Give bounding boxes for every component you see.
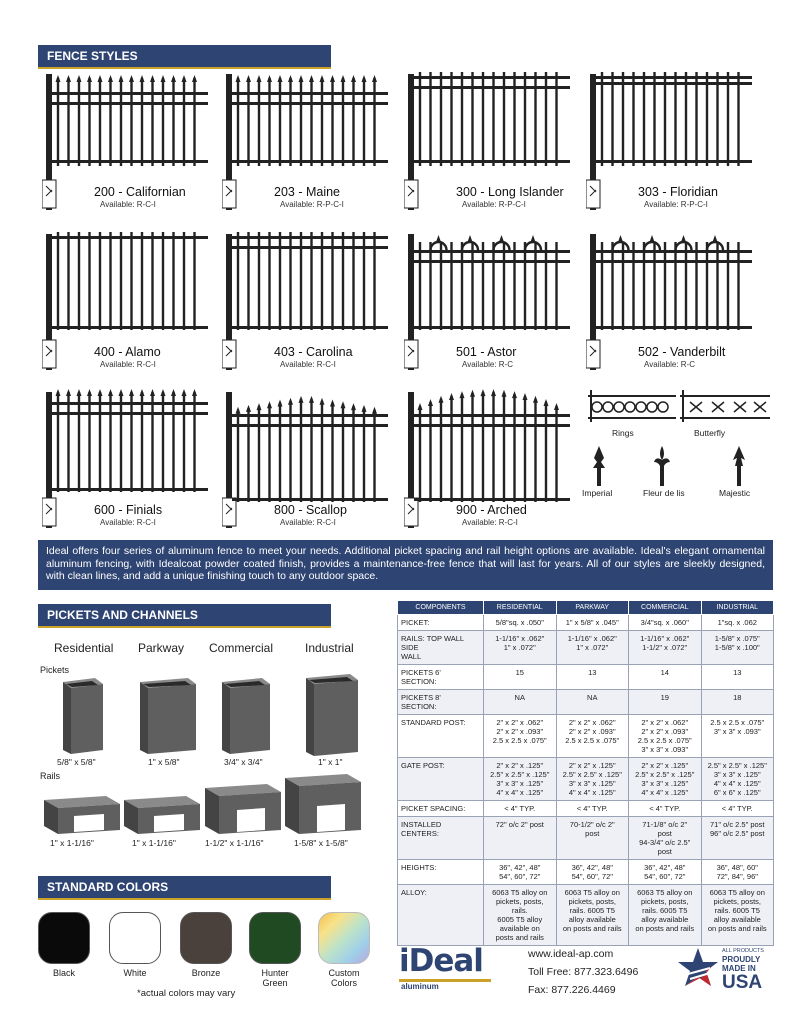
fax-number: Fax: 877.226.4469: [528, 984, 616, 996]
imperial-label: Imperial: [582, 488, 613, 498]
butterfly-label: Butterfly: [694, 428, 726, 438]
rail-residential: [44, 790, 120, 839]
rail-dim-commercial: 1-1/2" x 1-1/16": [205, 838, 264, 848]
majestic-finial-icon: [729, 446, 749, 491]
specs-cell: 6063 T5 alloy on pickets, posts, rails. 6005 T5 alloy available on posts and rails: [484, 885, 557, 946]
specs-row-label: PICKETS 6' SECTION:: [398, 665, 484, 690]
imperial-finial-icon: [589, 446, 609, 491]
specs-row-label: GATE POST:: [398, 758, 484, 801]
color-label-hunter-green: Hunter Green: [261, 968, 289, 988]
specs-header-parkway: PARKWAY: [556, 601, 629, 615]
specs-cell: 14: [629, 665, 702, 690]
standard-colors-header: STANDARD COLORS: [38, 876, 331, 900]
color-label-custom: Custom Colors: [328, 968, 360, 988]
specs-cell: 71" o/c 2.5" post 96" o/c 2.5" post: [701, 817, 774, 860]
rings-label: Rings: [612, 428, 634, 438]
usa-star-icon: [676, 946, 720, 992]
picket-dim-commercial: 3/4" x 3/4": [224, 757, 263, 767]
rail-dim-residential: 1" x 1-1/16": [50, 838, 94, 848]
specs-cell: NA: [556, 690, 629, 715]
type-industrial: Industrial: [305, 641, 354, 655]
specs-row-label: PICKET SPACING:: [398, 801, 484, 817]
specs-header-components: COMPONENTS: [398, 601, 484, 615]
rails-row-label: Rails: [40, 771, 61, 781]
specs-cell: 19: [629, 690, 702, 715]
specs-row: [398, 885, 774, 946]
color-label-bronze: Bronze: [191, 968, 221, 978]
rail-commercial: [205, 780, 281, 839]
pickets-row-label: Pickets: [40, 665, 70, 675]
fence-availability: Available: R-C-I: [280, 360, 336, 369]
specs-cell: 36", 42", 48" 54", 60", 72": [484, 860, 557, 885]
rail-dim-industrial: 1-5/8" x 1-5/8": [294, 838, 348, 848]
specs-cell: < 4" TYP.: [484, 801, 557, 817]
specs-row: [398, 690, 774, 715]
specs-row: [398, 860, 774, 885]
specs-row-label: RAILS: TOP WALL SIDE WALL: [398, 631, 484, 665]
fence-availability: Available: R-P-C-I: [280, 200, 344, 209]
specs-cell: 2" x 2" x .125" 2.5" x 2.5" x .125" 3" x 3" x .125" 4" x 4" x .125": [484, 758, 557, 801]
specs-cell: < 4" TYP.: [701, 801, 774, 817]
fence-style-name: 800 - Scallop: [274, 503, 347, 517]
fence-style-name: 200 - Californian: [94, 185, 186, 199]
picket-commercial: [222, 678, 270, 759]
specs-cell: < 4" TYP.: [556, 801, 629, 817]
fence-availability: Available: R-C: [462, 360, 513, 369]
fence-style-name: 403 - Carolina: [274, 345, 353, 359]
specs-cell: 3/4"sq. x .060": [629, 615, 702, 631]
specs-cell: 15: [484, 665, 557, 690]
colors-disclaimer: *actual colors may vary: [137, 988, 236, 999]
intro-paragraph: Ideal offers four series of aluminum fence to meet your needs. Additional picket spacing and rail height options are available. Ideal's elegant ornamental aluminum fencing, with Idealcoat powder coated finish, provides a maintenance-free fence that will last for years. All of our styles are sleekly designed, with clean lines, and add a unique finishing touch to any outdoor space.: [38, 540, 773, 590]
swatch-hunter-green: [249, 912, 301, 964]
fence-styles-header: FENCE STYLES: [38, 45, 331, 69]
specs-header-row: [398, 601, 774, 615]
toll-free-number: Toll Free: 877.323.6496: [528, 966, 639, 978]
fence-availability: Available: R-C-I: [100, 200, 156, 209]
specs-cell: 2.5 x 2.5 x .075" 3" x 3" x .093": [701, 715, 774, 758]
swatch-bronze: [180, 912, 232, 964]
specs-cell: 1-1/16" x .062" 1" x .072": [556, 631, 629, 665]
fence-style-name: 203 - Maine: [274, 185, 341, 199]
majestic-label: Majestic: [719, 488, 751, 498]
specs-cell: 36", 48", 60" 72", 84", 96": [701, 860, 774, 885]
picket-dim-parkway: 1" x 5/8": [148, 757, 180, 767]
color-label-white: White: [123, 968, 147, 978]
specs-row: [398, 715, 774, 758]
specs-cell: 6063 T5 alloy on pickets, posts, rails. 6005 T5 alloy available on posts and rails: [556, 885, 629, 946]
specs-cell: 18: [701, 690, 774, 715]
fence-availability: Available: R-C-I: [462, 518, 518, 527]
specs-table: [397, 600, 774, 946]
specs-cell: 1-1/16" x .062" 1" x .072": [484, 631, 557, 665]
picket-dim-residential: 5/8" x 5/8": [57, 757, 96, 767]
picket-dim-industrial: 1" x 1": [318, 757, 343, 767]
specs-row: [398, 817, 774, 860]
badge-line2: PROUDLY: [722, 955, 761, 964]
specs-cell: 2" x 2" x .062" 2" x 2" x .093" 2.5 x 2.5 x .075": [484, 715, 557, 758]
specs-cell: 36", 42", 48" 54", 60", 72": [629, 860, 702, 885]
specs-cell: 2" x 2" x .062" 2" x 2" x .093" 2.5 x 2.5 x .075" 3" x 3" x .093": [629, 715, 702, 758]
specs-cell: 2" x 2" x .125" 2.5" x 2.5" x .125" 3" x 3" x .125" 4" x 4" x .125": [629, 758, 702, 801]
fence-style-name: 501 - Astor: [456, 345, 517, 359]
color-label-black: Black: [52, 968, 75, 978]
fence-style-name: 303 - Floridian: [638, 185, 718, 199]
fence-style-name: 300 - Long Islander: [456, 185, 564, 199]
specs-row: [398, 665, 774, 690]
type-parkway: Parkway: [138, 641, 185, 655]
logo-wordmark: iDeal: [399, 943, 483, 979]
specs-cell: 5/8"sq. x .050": [484, 615, 557, 631]
rail-industrial: [285, 770, 361, 839]
fence-style-name: 900 - Arched: [456, 503, 527, 517]
fleur-de-lis-label: Fleur de lis: [643, 488, 685, 498]
specs-row-label: PICKET:: [398, 615, 484, 631]
rail-parkway: [124, 790, 200, 839]
specs-cell: 13: [701, 665, 774, 690]
fence-availability: Available: R-P-C-I: [644, 200, 708, 209]
specs-header-industrial: INDUSTRIAL: [701, 601, 774, 615]
specs-row-label: PICKETS 8' SECTION:: [398, 690, 484, 715]
specs-row-label: STANDARD POST:: [398, 715, 484, 758]
specs-cell: 70-1/2" o/c 2" post: [556, 817, 629, 860]
specs-body: [398, 615, 774, 946]
fence-style-name: 600 - Finials: [94, 503, 163, 517]
type-commercial: Commercial: [209, 641, 274, 655]
specs-cell: 1-1/16" x .062" 1-1/2" x .072": [629, 631, 702, 665]
specs-cell: 72" o/c 2" post: [484, 817, 557, 860]
ideal-logo: [399, 944, 509, 996]
fence-style-name: 502 - Vanderbilt: [638, 345, 726, 359]
fence-availability: Available: R-P-C-I: [462, 200, 526, 209]
specs-cell: 6063 T5 alloy on pickets, posts, rails. 6005 T5 alloy available on posts and rails: [629, 885, 702, 946]
website-link[interactable]: www.ideal-ap.com: [528, 948, 614, 960]
fence-availability: Available: R-C-I: [100, 518, 156, 527]
specs-cell: < 4" TYP.: [629, 801, 702, 817]
fleur-de-lis-finial-icon: [652, 446, 672, 491]
specs-row: [398, 615, 774, 631]
specs-row: [398, 801, 774, 817]
type-residential: Residential: [54, 641, 114, 655]
fence-style-name: 400 - Alamo: [94, 345, 161, 359]
specs-cell: 2.5" x 2.5" x .125" 3" x 3" x .125" 4" x 4" x .125" 6" x 6" x .125": [701, 758, 774, 801]
specs-cell: 2" x 2" x .062" 2" x 2" x .093" 2.5 x 2.5 x .075": [556, 715, 629, 758]
specs-row: [398, 631, 774, 665]
fence-availability: Available: R-C-I: [280, 518, 336, 527]
picket-residential: [63, 678, 103, 759]
specs-cell: NA: [484, 690, 557, 715]
specs-header-residential: RESIDENTIAL: [484, 601, 557, 615]
made-in-usa-badge: [676, 942, 776, 1002]
butterfly-accessory: [680, 390, 770, 427]
rail-dim-parkway: 1" x 1-1/16": [132, 838, 176, 848]
fence-availability: Available: R-C: [644, 360, 695, 369]
fence-availability: Available: R-C-I: [100, 360, 156, 369]
badge-line3: MADE IN: [722, 964, 756, 973]
picket-parkway: [140, 678, 196, 759]
picket-industrial: [306, 674, 358, 761]
badge-line1: ALL PRODUCTS: [722, 948, 764, 954]
specs-header-commercial: COMMERCIAL: [629, 601, 702, 615]
specs-cell: 6063 T5 alloy on pickets, posts, rails. 6005 T5 alloy available on posts and rails: [701, 885, 774, 946]
badge-line4: USA: [722, 972, 763, 993]
specs-row-label: ALLOY:: [398, 885, 484, 946]
swatch-custom: [318, 912, 370, 964]
swatch-white: [109, 912, 161, 964]
specs-row-label: INSTALLED CENTERS:: [398, 817, 484, 860]
specs-row: [398, 758, 774, 801]
specs-row-label: HEIGHTS:: [398, 860, 484, 885]
specs-cell: 71-1/8" o/c 2" post 94-3/4" o/c 2.5" post: [629, 817, 702, 860]
specs-cell: 13: [556, 665, 629, 690]
specs-cell: 1" x 5/8" x .045": [556, 615, 629, 631]
specs-cell: 1"sq. x .062: [701, 615, 774, 631]
swatch-black: [38, 912, 90, 964]
logo-subtext: aluminum: [401, 982, 439, 991]
specs-cell: 36", 42", 48" 54", 60", 72": [556, 860, 629, 885]
pickets-channels-header: PICKETS AND CHANNELS: [38, 604, 331, 628]
rings-accessory: [588, 390, 676, 427]
specs-cell: 2" x 2" x .125" 2.5" x 2.5" x .125" 3" x 3" x .125" 4" x 4" x .125": [556, 758, 629, 801]
specs-cell: 1-5/8" x .075" 1-5/8" x .100": [701, 631, 774, 665]
